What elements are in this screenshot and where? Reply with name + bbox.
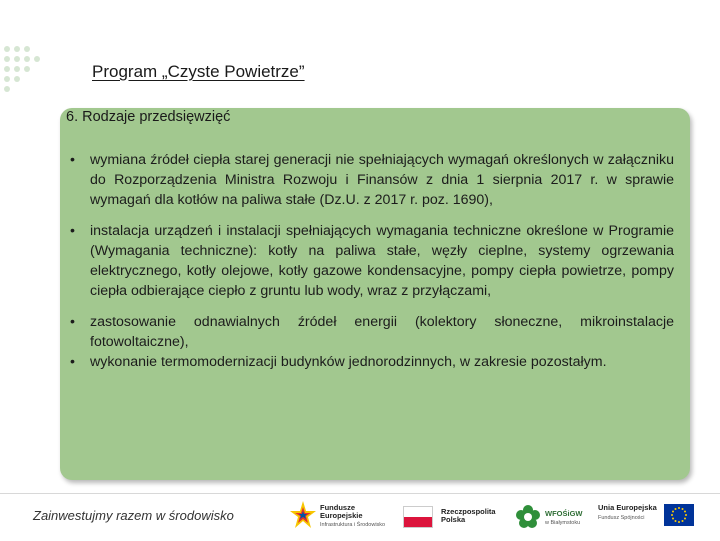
ue-subtitle: Fundusz Spójności <box>598 515 645 521</box>
rzeczpospolita-logo <box>403 502 496 532</box>
fe-star-icon <box>290 501 316 531</box>
fundusze-europejskie-logo <box>290 498 390 534</box>
rp-title: Rzeczpospolita Polska <box>441 507 496 524</box>
footer-slogan: Zainwestujmy razem w środowisko <box>33 508 234 523</box>
ue-title: Unia Europejska <box>598 503 657 512</box>
eu-flag-icon <box>664 504 694 526</box>
section-subtitle: 6. Rodzaje przedsięwzięć <box>66 109 231 125</box>
fe-subtitle: Infrastruktura i Środowisko <box>320 522 386 528</box>
bullet-list <box>68 150 674 372</box>
fe-title: Fundusze Europejskie <box>320 503 363 520</box>
wfosigw-subtitle: w Białymstoku <box>545 520 581 526</box>
wfosigw-title: WFOŚiGW <box>545 509 583 518</box>
polish-flag-icon <box>403 506 433 528</box>
list-item-text: zastosowanie odnawialnych źródeł energii (kolektory słoneczne, mikroinstalacje fotowoltaiczne), <box>90 314 674 350</box>
list-item-text: instalacja urządzeń i instalacji spełniających wymagania techniczne określone w Programie (Wymagania techniczne): kotły na paliwa stałe, węzły cieplne, systemy ogrzewania elektrycznego, kotły olejowe, kotły gazowe kondensacyjne, pompy ciepła powietrze, pompy ciepła odbierające ciepło z gruntu lub wody, wraz z przyłączami, <box>90 223 674 299</box>
decorative-dots <box>0 40 40 120</box>
flower-icon <box>515 504 541 530</box>
list-item-text: wykonanie termomodernizacji budynków jednorodzinnych, w zakresie pozostałym. <box>90 354 607 370</box>
list-item <box>68 352 674 372</box>
list-item <box>68 312 674 352</box>
bullet-icon: • <box>70 354 75 370</box>
list-item-text: wymiana źródeł ciepła starej generacji nie spełniających wymagań określonych w załączniku do Rozporządzenia Ministra Rozwoju i Finansów z dnia 1 sierpnia 2017 r. w sprawie wymagań dla kotłów na paliwa stałe (Dz.U. z 2017 r. poz. 1690), <box>90 152 674 208</box>
bullet-icon: • <box>70 314 75 330</box>
bullet-icon: • <box>70 223 75 239</box>
unia-europejska-logo <box>598 500 698 534</box>
wfosigw-logo <box>515 500 585 534</box>
bullet-icon: • <box>70 152 75 168</box>
list-item <box>68 150 674 210</box>
page-title: Program „Czyste Powietrze” <box>92 62 305 81</box>
list-item <box>68 221 674 301</box>
